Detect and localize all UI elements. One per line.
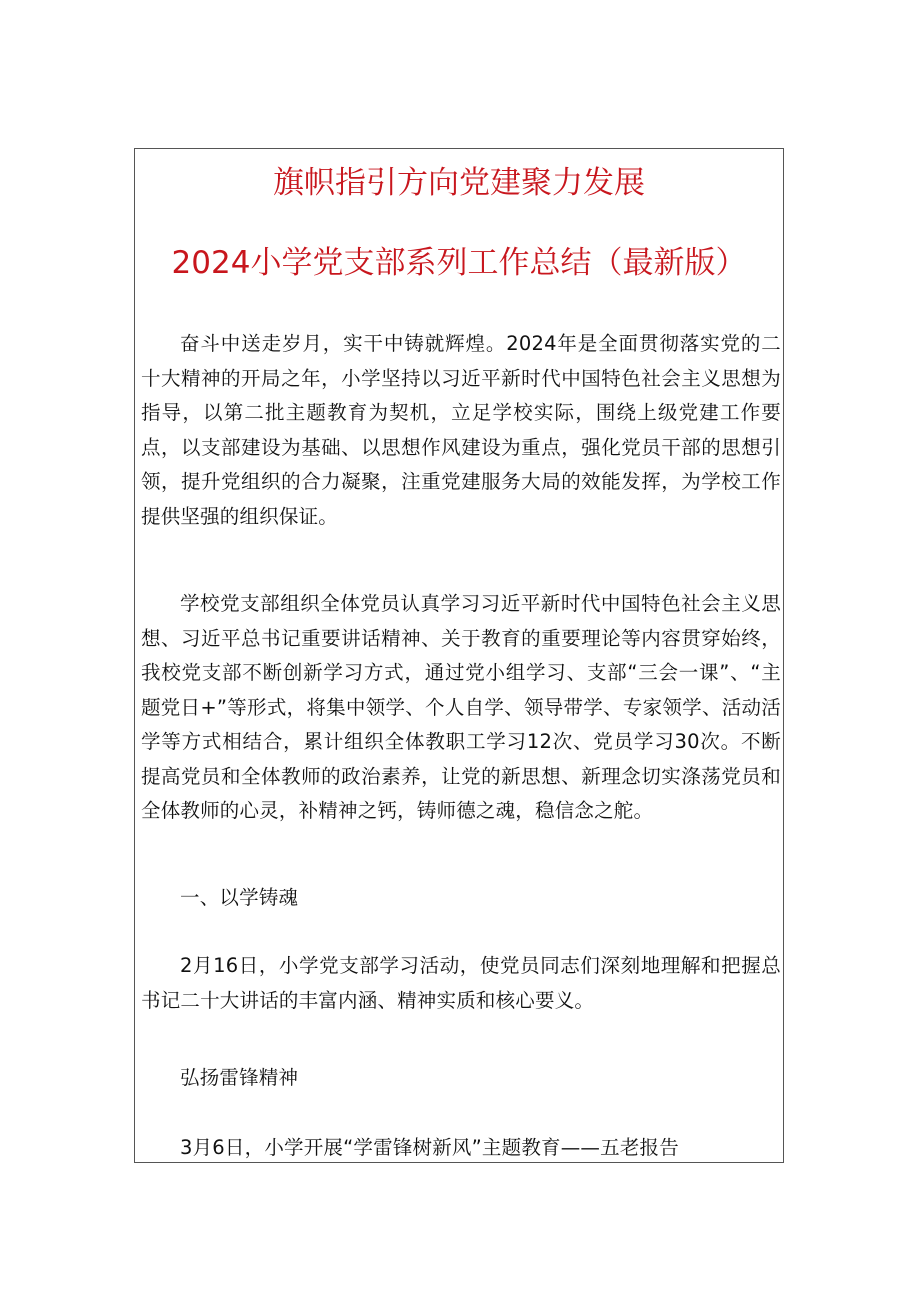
paragraph-feb-activity: 2月16日，小学党支部学习活动，使党员同志们深刻地理解和把握总书记二十大讲话的丰富内涵、精神实质和核心要义。 [141, 954, 781, 1012]
paragraph-study: 学校党支部组织全体党员认真学习习近平新时代中国特色社会主义思想、习近平总书记重要讲话精神、关于教育的重要理论等内容贯穿始终，我校党支部不断创新学习方式，通过党小组学习、支部“三会一课”、“主题党日+”等形式，将集中领学、个人自学、领导带学、专家领学、活动活学等方式相结合，累计组织全体教职工学习12次、党员学习30次。不断提高党员和全体教师的政治素养，让党的新思想、新理念切实涤荡党员和全体教师的心灵，补精神之钙，铸师德之魂，稳信念之舵。 [141, 592, 781, 822]
section-heading-leifeng: 弘扬雷锋精神 [180, 1066, 299, 1089]
paragraph-mar-activity: 3月6日，小学开展“学雷锋树新风”主题教育——五老报告 [180, 1136, 679, 1159]
section-heading-study: 一、以学铸魂 [180, 886, 299, 909]
document-title: 旗帜指引方向党建聚力发展 [273, 165, 645, 201]
paragraph-intro: 奋斗中送走岁月，实干中铸就辉煌。2024年是全面贯彻落实党的二十大精神的开局之年，小学坚持以习近平新时代中国特色社会主义思想为指导，以第二批主题教育为契机，立足学校实际，围绕上级党建工作要点，以支部建设为基础、以思想作风建设为重点，强化党员干部的思想引领，提升党组织的合力凝聚，注重党建服务大局的效能发挥，为学校工作提供坚强的组织保证。 [141, 332, 781, 528]
document-frame [134, 148, 784, 1163]
document-subtitle: 2024小学党支部系列工作总结（最新版） [171, 245, 747, 281]
